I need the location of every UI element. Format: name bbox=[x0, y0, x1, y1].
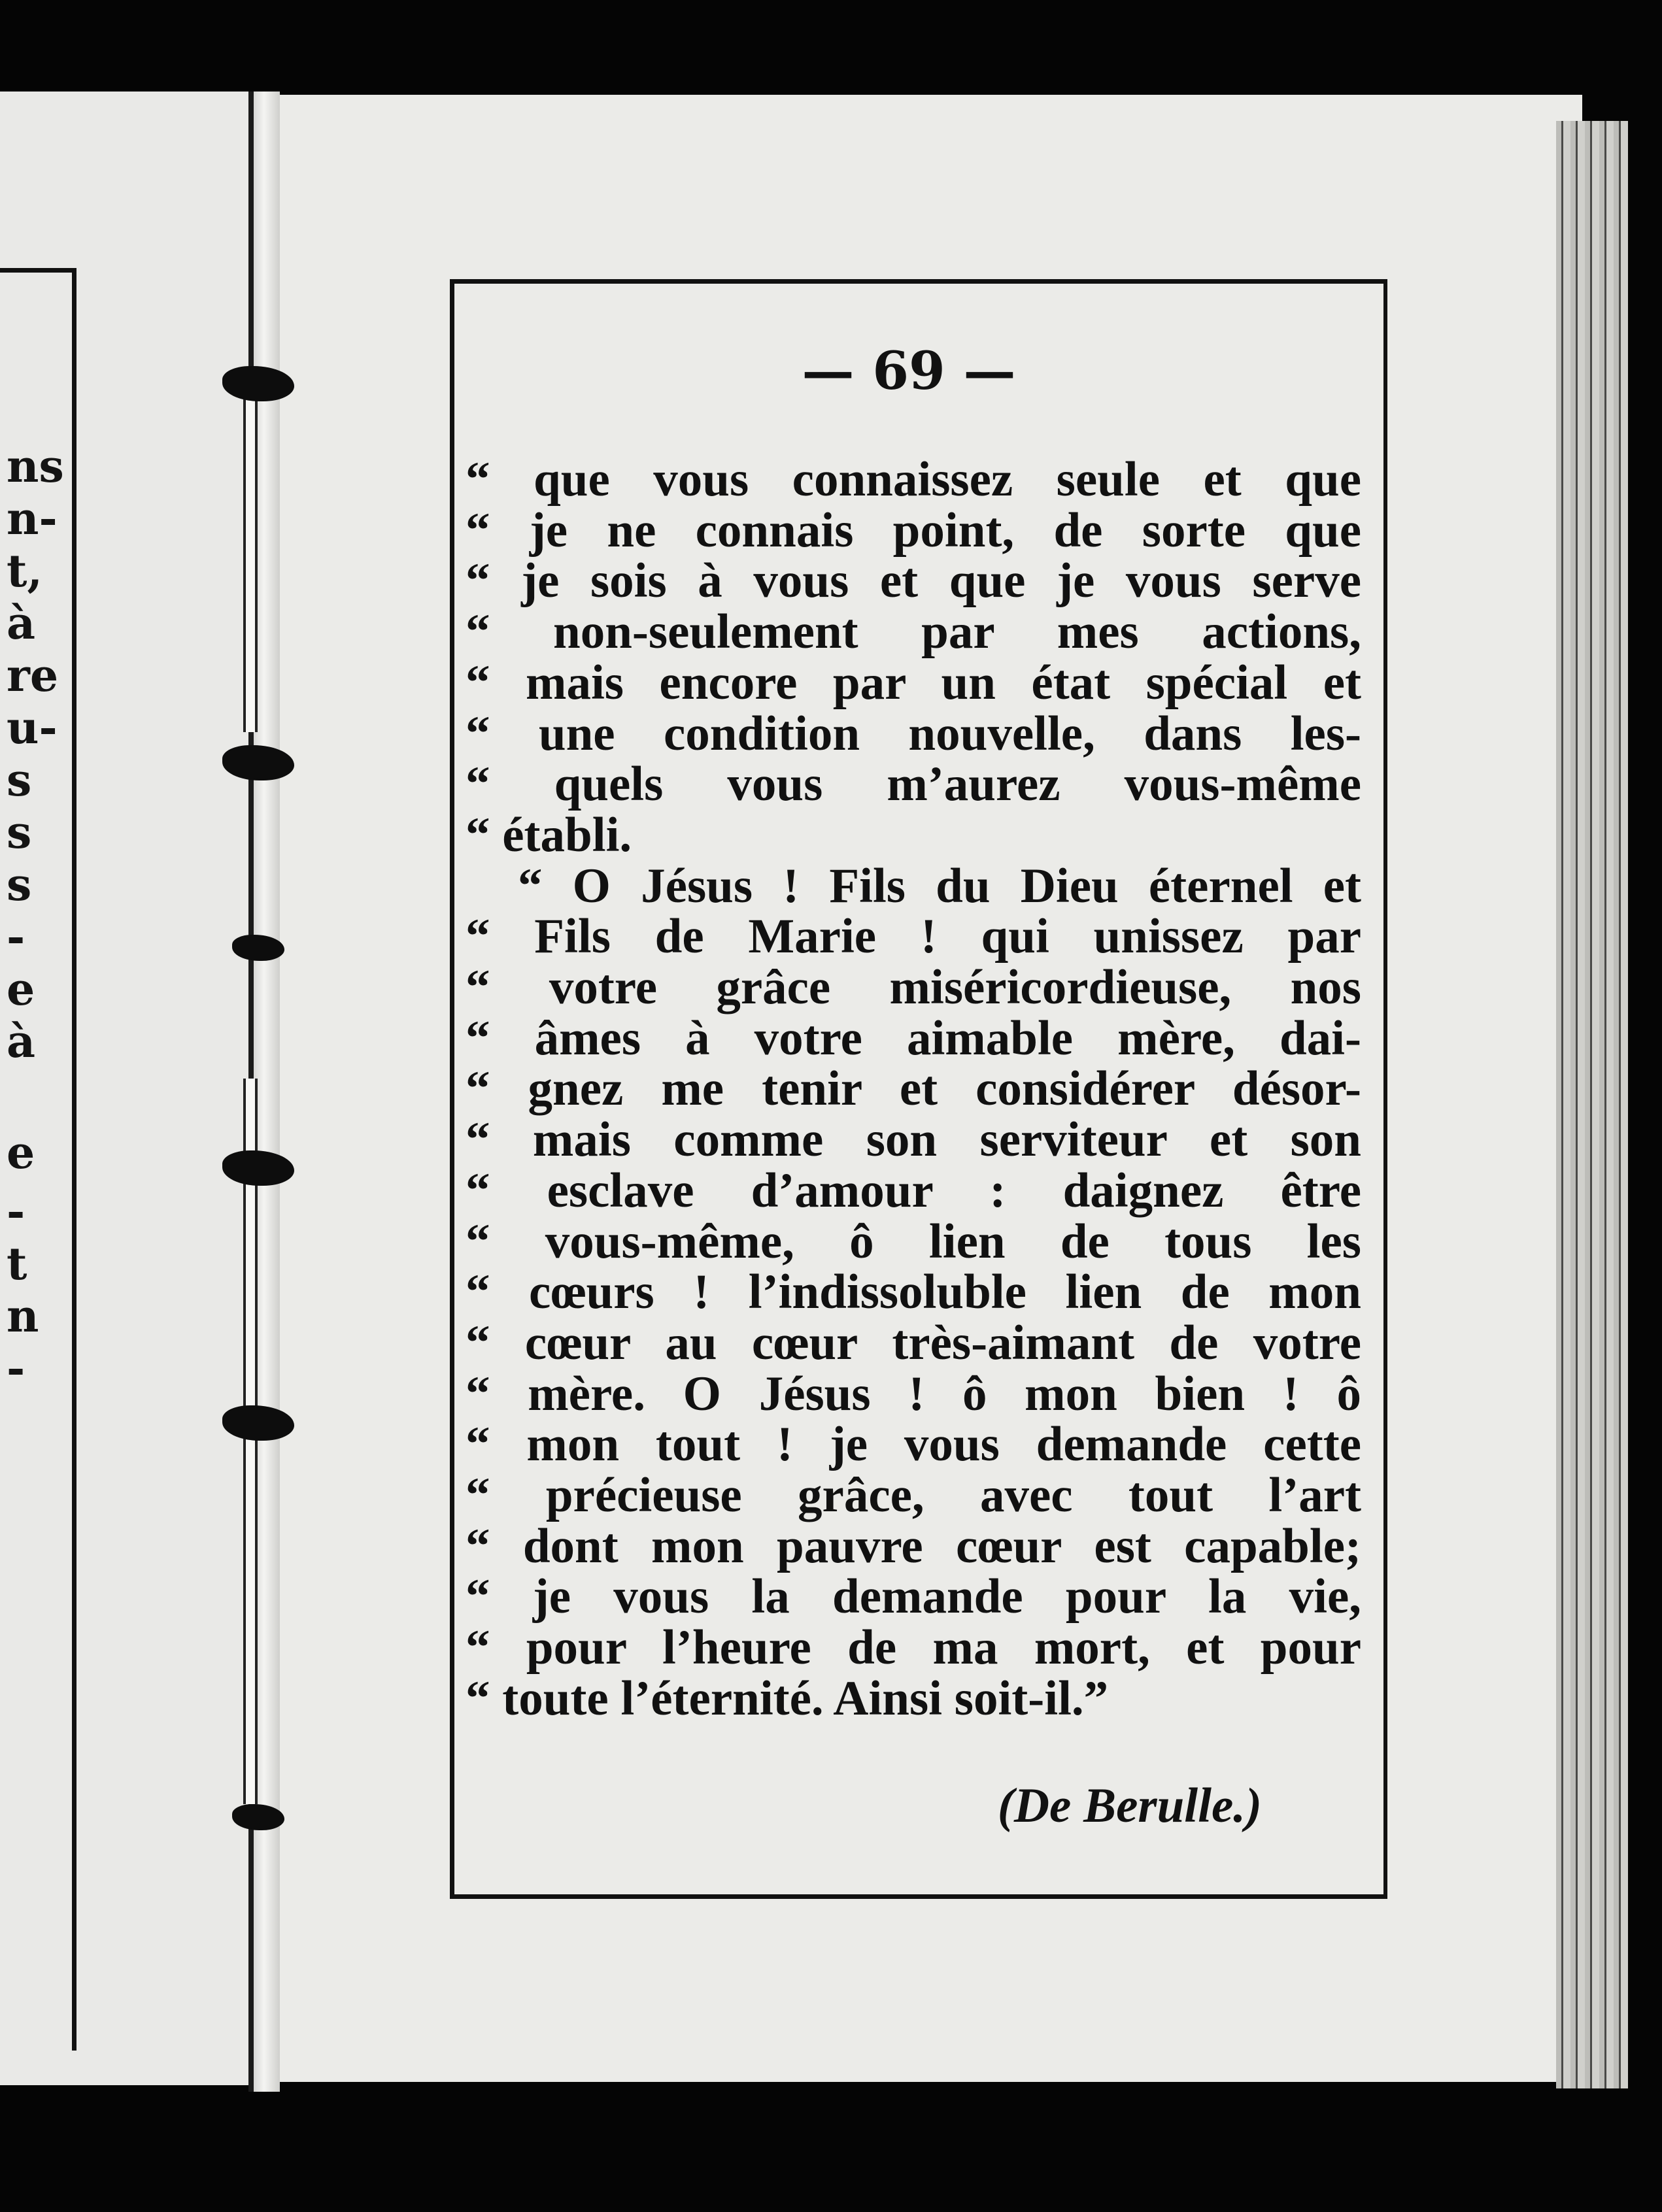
text-line: “ O Jésus ! Fils du Dieu éternel et bbox=[518, 858, 1361, 913]
text-line: “ toute l’éternité. Ainsi soit-il.” bbox=[466, 1671, 1109, 1726]
left-page-fragment: ns bbox=[7, 441, 64, 493]
left-page-fragment: - bbox=[7, 911, 25, 964]
left-page bbox=[0, 92, 262, 2085]
left-page-fragment: s bbox=[7, 859, 32, 911]
text-line: “ mère. O Jésus ! ô mon bien ! ô bbox=[466, 1366, 1361, 1421]
text-line: “ âmes à votre aimable mère, dai- bbox=[466, 1011, 1361, 1065]
binding-thread bbox=[243, 1079, 258, 1418]
left-page-fragment: e bbox=[7, 964, 35, 1016]
text-line: “ établi. bbox=[466, 807, 632, 862]
binding-thread bbox=[243, 1438, 258, 1804]
page-number: — 69 — bbox=[802, 340, 1016, 401]
left-page-fragment: n bbox=[7, 1290, 39, 1343]
left-page-fragment: à bbox=[7, 1016, 36, 1068]
left-page-fragment: t, bbox=[7, 545, 43, 597]
attribution: (De Berulle.) bbox=[997, 1779, 1262, 1833]
text-line: “ cœur au cœur très-aimant de votre bbox=[466, 1315, 1361, 1370]
text-line: “ que vous connaissez seule et que bbox=[466, 452, 1361, 507]
left-page-fragment: - bbox=[7, 1343, 25, 1395]
text-line: “ vous-même, ô lien de tous les bbox=[466, 1214, 1361, 1269]
left-page-fragment: - bbox=[7, 1186, 25, 1238]
left-page-fragment: s bbox=[7, 754, 32, 807]
text-line: “ votre grâce miséricordieuse, nos bbox=[466, 960, 1361, 1015]
text-line: “ esclave d’amour : daignez être bbox=[466, 1163, 1361, 1218]
left-page-fragment: u- bbox=[7, 702, 58, 754]
text-line: “ mais comme son serviteur et son bbox=[466, 1113, 1361, 1167]
text-line: “ gnez me tenir et considérer désor- bbox=[466, 1062, 1361, 1116]
text-line: “ je sois à vous et que je vous serve bbox=[466, 554, 1361, 609]
left-page-fragment: n- bbox=[7, 493, 58, 545]
text-line: “ Fils de Marie ! qui unissez par bbox=[466, 909, 1361, 964]
binding-thread bbox=[243, 386, 258, 732]
text-line: “ cœurs ! l’indissoluble lien de mon bbox=[466, 1265, 1361, 1320]
text-line: “ je vous la demande pour la vie, bbox=[466, 1569, 1361, 1624]
text-line: “ une condition nouvelle, dans les- bbox=[466, 706, 1361, 761]
text-line: “ mon tout ! je vous demande cette bbox=[466, 1417, 1361, 1472]
text-line: “ quels vous m’aurez vous-même bbox=[466, 757, 1361, 812]
left-page-fragment: s bbox=[7, 807, 32, 859]
text-line: “ pour l’heure de ma mort, et pour bbox=[466, 1620, 1361, 1675]
text-line: “ je ne connais point, de sorte que bbox=[466, 503, 1361, 558]
left-page-fragment: re bbox=[7, 650, 59, 702]
left-page-fragment: e bbox=[7, 1127, 35, 1179]
page-block-edge bbox=[1556, 121, 1628, 2088]
text-line: “ précieuse grâce, avec tout l’art bbox=[466, 1468, 1361, 1523]
text-line: “ non-seulement par mes actions, bbox=[466, 605, 1361, 660]
left-page-fragment: t bbox=[7, 1238, 27, 1290]
body-text bbox=[466, 454, 1361, 1724]
text-line: “ mais encore par un état spécial et bbox=[466, 655, 1361, 710]
text-line: “ dont mon pauvre cœur est capable; bbox=[466, 1518, 1361, 1573]
left-page-fragment: à bbox=[7, 597, 36, 650]
